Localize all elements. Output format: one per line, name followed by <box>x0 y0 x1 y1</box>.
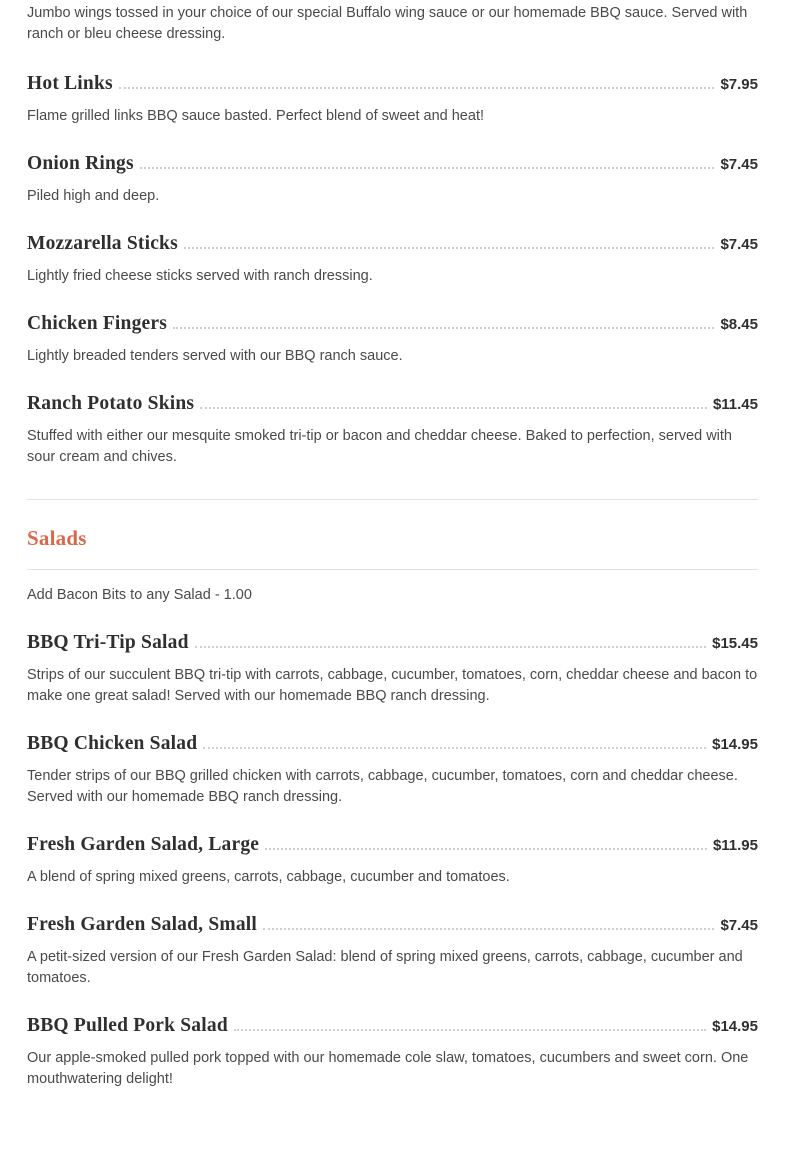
leader-dots <box>195 645 706 648</box>
menu-item-description: Our apple-smoked pulled pork topped with our homemade cole slaw, tomatoes, cucumbers and sweet corn. One mouthwatering delight! <box>27 1050 749 1087</box>
menu-item <box>27 888 758 989</box>
appetizers-section <box>27 45 758 468</box>
lead-description: Jumbo wings tossed in your choice of our special Buffalo wing sauce or our homemade BBQ sauce. Served with ranch or bleu cheese dressing. <box>27 5 748 42</box>
menu-item-name: Onion Rings <box>27 153 134 174</box>
menu-item-price: $11.95 <box>712 837 758 854</box>
leader-dots <box>200 406 707 409</box>
leader-dots <box>203 746 706 749</box>
menu-item-price: $7.45 <box>720 156 758 173</box>
menu-item-price: $15.45 <box>712 635 758 652</box>
menu-item <box>27 989 758 1090</box>
menu-item-header <box>27 313 758 335</box>
menu-item-header <box>27 914 758 936</box>
leader-dots <box>173 326 714 329</box>
menu-item-name: Hot Links <box>27 73 113 94</box>
leader-dots <box>140 166 715 169</box>
leader-dots <box>184 246 715 249</box>
menu-item <box>27 45 758 127</box>
menu-item-header <box>27 834 758 856</box>
section-title: Salads <box>27 500 758 570</box>
menu-item-header <box>27 393 758 415</box>
menu-item-description: Piled high and deep. <box>27 188 160 204</box>
menu-item-name: BBQ Chicken Salad <box>27 733 198 754</box>
menu-item-price: $14.95 <box>712 1018 758 1035</box>
menu-item-name: Mozzarella Sticks <box>27 233 178 254</box>
menu-item-price: $8.45 <box>720 316 758 333</box>
section-note: Add Bacon Bits to any Salad - 1.00 <box>27 587 252 603</box>
leader-dots <box>263 927 714 930</box>
menu-item-header <box>27 153 758 175</box>
menu-item-description: Stuffed with either our mesquite smoked tri-tip or bacon and cheddar cheese. Baked to perfection, served with sour cream and chives. <box>27 428 732 465</box>
menu-item-price: $7.95 <box>720 76 758 93</box>
menu-item-price: $14.95 <box>712 736 758 753</box>
menu-item <box>27 207 758 287</box>
menu-item <box>27 367 758 468</box>
menu-item-description: Strips of our succulent BBQ tri-tip with carrots, cabbage, cucumber, tomatoes, corn, cheddar cheese and bacon to make one great salad! Served with our homemade BBQ ranch dressing. <box>27 667 758 704</box>
menu-item-description: Tender strips of our BBQ grilled chicken with carrots, cabbage, cucumber, tomatoes, corn and cheddar cheese. Served with our homemade BBQ ranch dressing. <box>27 768 738 805</box>
menu-item-price: $7.45 <box>720 917 758 934</box>
menu-item-name: BBQ Tri-Tip Salad <box>27 632 189 653</box>
salads-section <box>27 500 758 1090</box>
menu-item-header <box>27 733 758 755</box>
menu-item-description: A petit-sized version of our Fresh Garden Salad: blend of spring mixed greens, carrots, cabbage, cucumber and tomatoes. <box>27 949 743 986</box>
menu-item-description: A blend of spring mixed greens, carrots, cabbage, cucumber and tomatoes. <box>27 869 510 885</box>
leader-dots <box>119 86 715 89</box>
leader-dots <box>265 847 707 850</box>
leader-dots <box>234 1028 706 1031</box>
menu-item-header <box>27 233 758 255</box>
menu-item <box>27 707 758 808</box>
menu-item <box>27 808 758 888</box>
menu-item-description: Lightly breaded tenders served with our BBQ ranch sauce. <box>27 348 403 364</box>
menu-item-name: BBQ Pulled Pork Salad <box>27 1015 228 1036</box>
menu-item-header <box>27 1015 758 1037</box>
menu-item-price: $7.45 <box>720 236 758 253</box>
menu-item <box>27 606 758 707</box>
menu-item-description: Flame grilled links BBQ sauce basted. Perfect blend of sweet and heat! <box>27 108 484 124</box>
menu-item-price: $11.45 <box>712 396 758 413</box>
menu-item-name: Fresh Garden Salad, Large <box>27 834 260 855</box>
menu-item-header <box>27 632 758 654</box>
menu-item-name: Chicken Fingers <box>27 313 168 334</box>
menu-item-description: Lightly fried cheese sticks served with ranch dressing. <box>27 268 373 284</box>
menu-item <box>27 127 758 207</box>
menu-item <box>27 287 758 367</box>
menu-item-name: Fresh Garden Salad, Small <box>27 914 258 935</box>
menu-item-header <box>27 73 758 95</box>
menu-item-name: Ranch Potato Skins <box>27 393 195 414</box>
